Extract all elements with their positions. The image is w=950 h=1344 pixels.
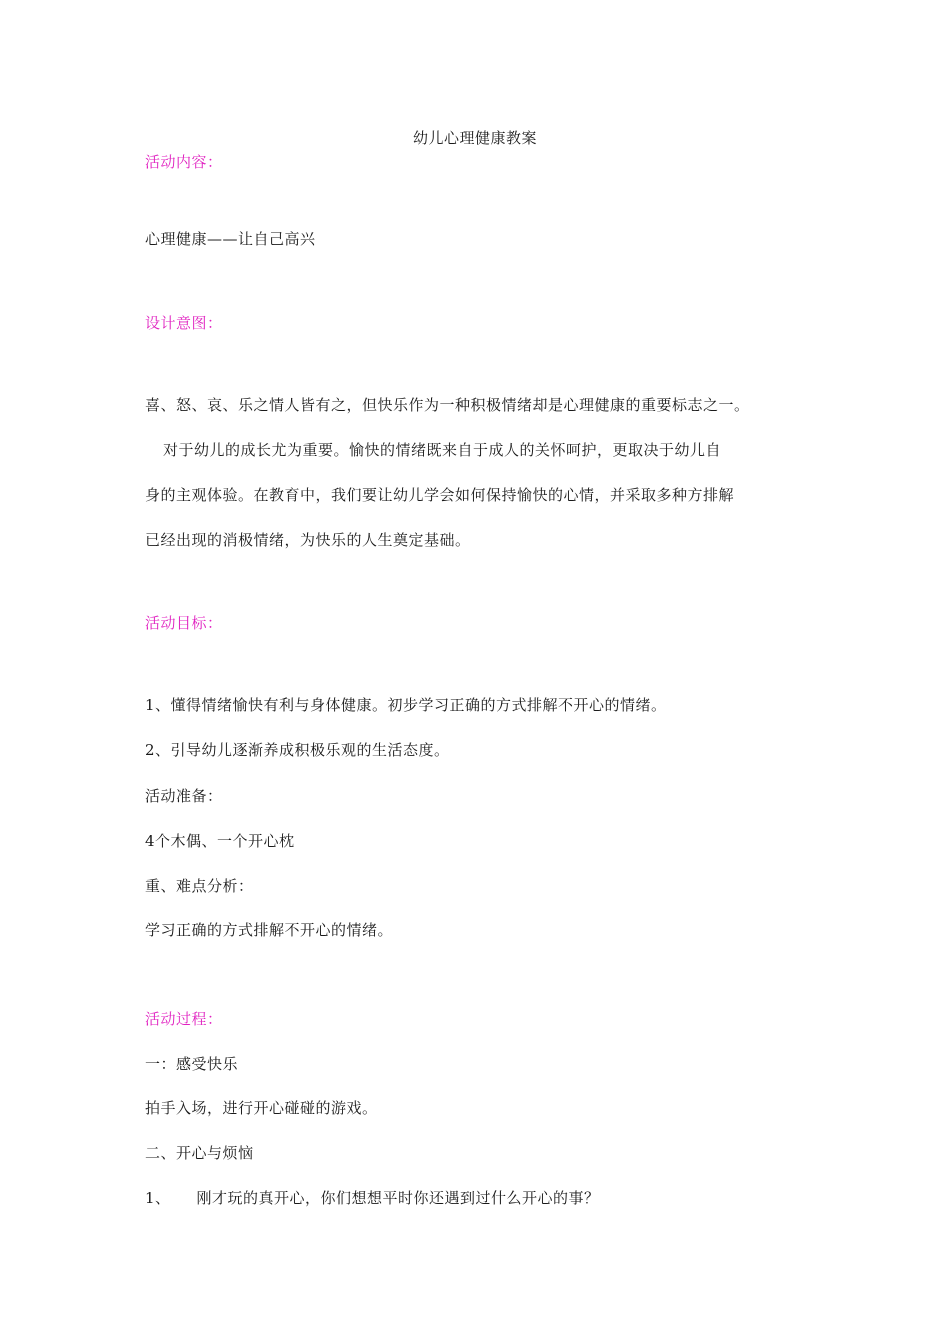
design-paragraph-line-4: 已经出现的消极情绪，为快乐的人生奠定基础。: [145, 531, 471, 549]
section-heading-goals: 活动目标：: [145, 614, 223, 632]
list-number: 1、: [145, 1189, 171, 1207]
process-step-1-title: 一：感受快乐: [145, 1055, 239, 1073]
prep-label: 活动准备：: [145, 787, 223, 805]
section-heading-design: 设计意图：: [145, 314, 223, 332]
section-heading-process: 活动过程：: [145, 1010, 223, 1028]
process-step-2-title: 二、开心与烦恼: [145, 1144, 254, 1162]
key-points-text: 学习正确的方式排解不开心的情绪。: [145, 921, 394, 939]
document-title: 幼儿心理健康教案: [412, 129, 537, 147]
process-step-2-item-1: [145, 1188, 600, 1208]
section-heading-content: 活动内容：: [145, 153, 223, 171]
goal-item-2: 2、引导幼儿逐渐养成积极乐观的生活态度。: [145, 741, 450, 759]
design-paragraph-line-2: 对于幼儿的成长尤为重要。愉快的情绪既来自于成人的关怀呵护，更取决于幼儿自: [163, 441, 722, 459]
goal-item-1: 1、懂得情绪愉快有利与身体健康。初步学习正确的方式排解不开心的情绪。: [145, 696, 667, 714]
design-paragraph-line-3: 身的主观体验。在教育中，我们要让幼儿学会如何保持愉快的心情，并采取多种方排解: [145, 486, 735, 504]
list-item-text: 刚才玩的真开心，你们想想平时你还遇到过什么开心的事？: [196, 1189, 600, 1207]
prep-text: 4个木偶、一个开心枕: [145, 832, 295, 850]
design-paragraph-line-1: 喜、怒、哀、乐之情人皆有之，但快乐作为一种积极情绪却是心理健康的重要标志之一。: [145, 396, 750, 414]
content-text: 心理健康——让自己高兴: [145, 230, 316, 248]
process-step-1-text: 拍手入场，进行开心碰碰的游戏。: [145, 1099, 378, 1117]
key-points-label: 重、难点分析：: [145, 877, 254, 895]
